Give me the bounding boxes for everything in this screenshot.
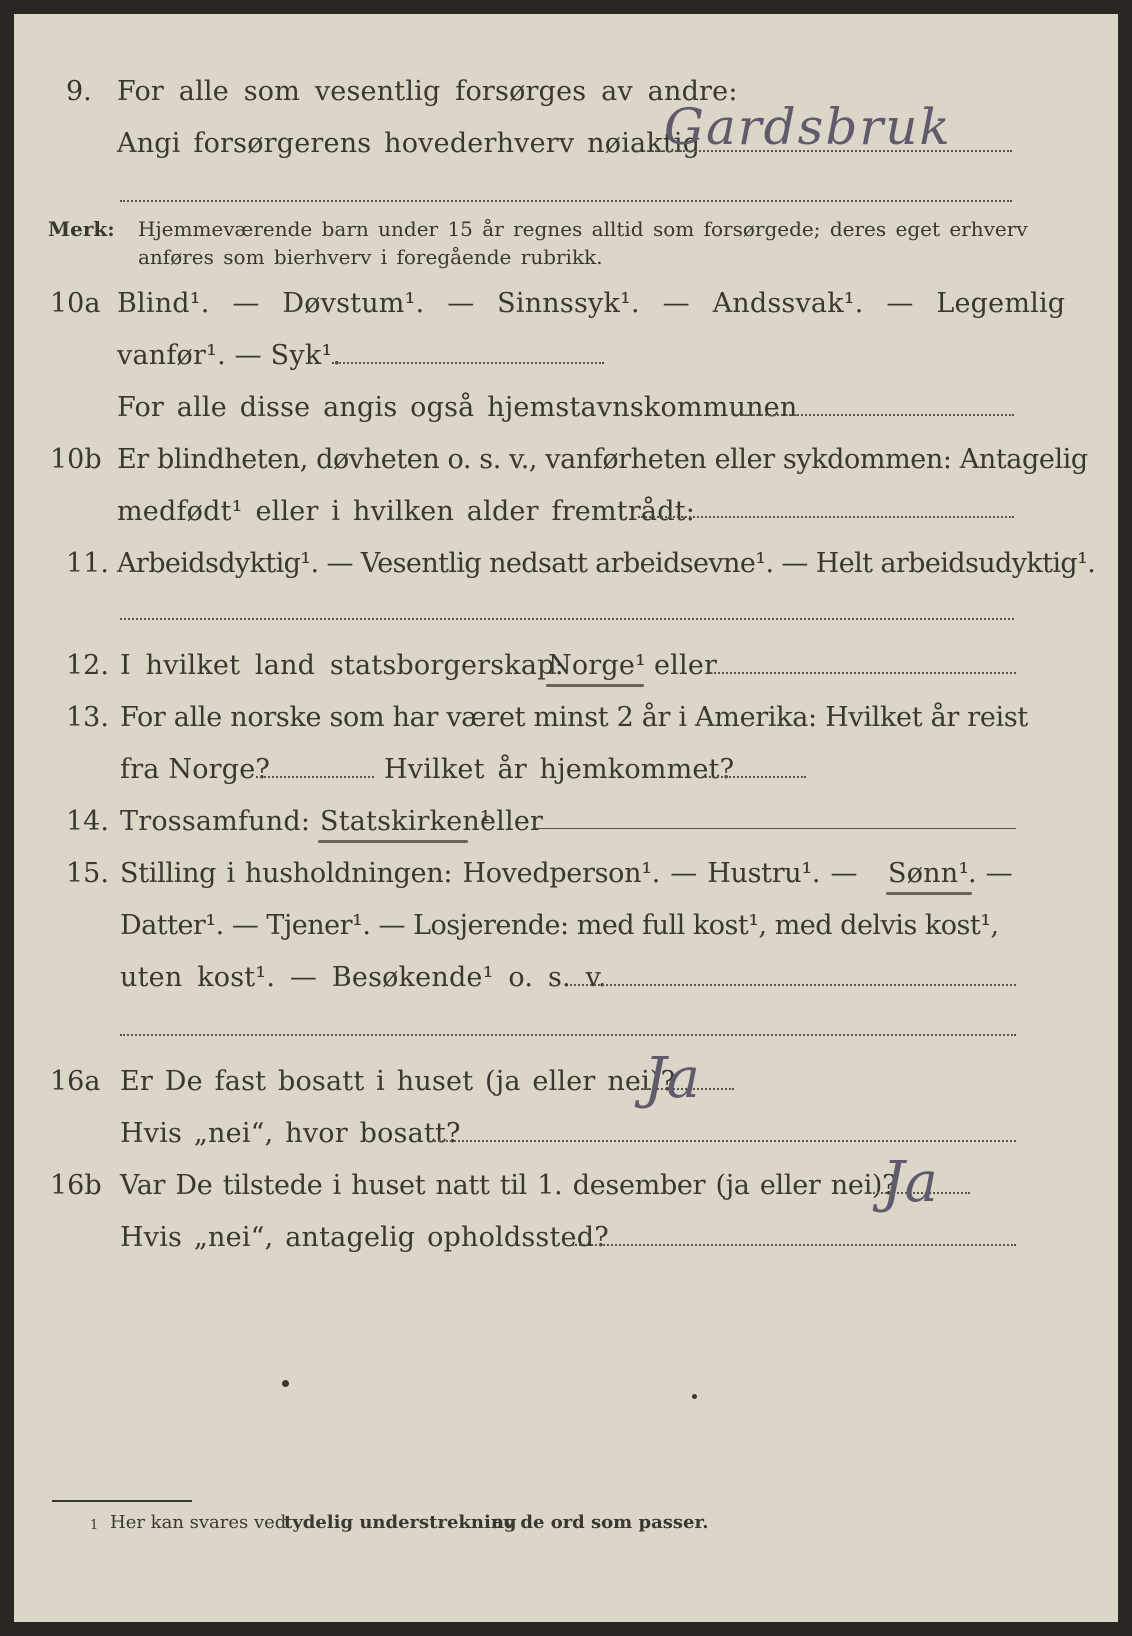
q9-number: 9. bbox=[66, 76, 92, 107]
q10a-line2: vanfør¹. — Syk¹. bbox=[117, 340, 342, 371]
footnote-bold: tydelig understrekning bbox=[284, 1512, 517, 1533]
q15-line3: uten kost¹. — Besøkende¹ o. s. v. bbox=[120, 962, 607, 993]
q13-line2b: Hvilket år hjemkommet? bbox=[384, 754, 735, 785]
q10b-number: 10b bbox=[50, 444, 102, 475]
q13-number: 13. bbox=[66, 702, 109, 733]
merk-line2: anføres som bierhverv i foregående rubrikk. bbox=[138, 245, 603, 269]
q13-line1: For alle norske som har været minst 2 år i Amerika: Hvilket år reist bbox=[120, 702, 1028, 733]
q11-number: 11. bbox=[66, 548, 109, 579]
paper-speck bbox=[282, 1380, 289, 1387]
q9-line2: Angi forsørgerens hovederhverv nøiaktig bbox=[117, 128, 701, 159]
q10a-number: 10a bbox=[50, 288, 101, 319]
q16b-handwritten-answer: Ja bbox=[882, 1150, 938, 1215]
q15-option-sonn: Sønn¹ bbox=[888, 858, 970, 889]
q14-suffix: eller bbox=[480, 806, 544, 837]
census-form-page bbox=[14, 14, 1118, 1622]
merk-line1: Hjemmeværende barn under 15 år regnes alltid som forsørgede; deres eget erhverv bbox=[138, 217, 1028, 241]
q10a-syk-line[interactable] bbox=[332, 362, 604, 364]
q12-option-norge: Norge¹ bbox=[548, 650, 647, 681]
q16a-number: 16a bbox=[50, 1066, 101, 1097]
q11-line1: Arbeidsdyktig¹. — Vesentlig nedsatt arbeidsevne¹. — Helt arbeidsudyktig¹. bbox=[117, 548, 1096, 579]
q13-line2a: fra Norge? bbox=[120, 754, 271, 785]
q9-line1: For alle som vesentlig forsørges av andre: bbox=[117, 76, 738, 107]
q16a-bosatt-line[interactable] bbox=[434, 1140, 1016, 1142]
q14-number: 14. bbox=[66, 806, 109, 837]
q12-prefix: I hvilket land statsborgerskap: bbox=[120, 650, 564, 681]
q10a-hjemstavn-line[interactable] bbox=[742, 414, 1014, 416]
paper-speck bbox=[692, 1394, 697, 1399]
q12-suffix: eller bbox=[654, 650, 718, 681]
q16b-line1: Var De tilstede i huset natt til 1. desember (ja eller nei)? bbox=[120, 1170, 897, 1201]
merk-label: Merk: bbox=[48, 217, 115, 241]
q14-trossamfund-line[interactable] bbox=[536, 828, 1016, 829]
q15-extra-line[interactable] bbox=[120, 1034, 1016, 1036]
q13-reist-line[interactable] bbox=[256, 776, 374, 778]
q16a-line1: Er De fast bosatt i huset (ja eller nei)? bbox=[120, 1066, 676, 1097]
q14-underline-statskirken bbox=[318, 840, 468, 843]
footnote-prefix: Her kan svares ved bbox=[110, 1512, 287, 1533]
footnote-rule bbox=[52, 1500, 192, 1502]
q15-line1c: . — bbox=[968, 858, 1013, 889]
q12-underline-norge bbox=[546, 684, 644, 687]
q10a-line3: For alle disse angis også hjemstavnskommunen bbox=[117, 392, 798, 423]
q10b-alder-line[interactable] bbox=[638, 516, 1014, 518]
q10b-line2: medfødt¹ eller i hvilken alder fremtrådt: bbox=[117, 496, 696, 527]
q10b-line1: Er blindheten, døvheten o. s. v., vanførheten eller sykdommen: Antagelig bbox=[117, 444, 1088, 475]
q15-stilling-line[interactable] bbox=[570, 984, 1016, 986]
footnote-suffix: av de ord som passer. bbox=[492, 1512, 709, 1533]
q12-country-line[interactable] bbox=[710, 672, 1016, 674]
q15-line1a: Stilling i husholdningen: Hovedperson¹. — Hustru¹. — bbox=[120, 858, 858, 889]
q10a-line1: Blind¹. — Døvstum¹. — Sinnssyk¹. — Andssvak¹. — Legemlig bbox=[117, 288, 1066, 319]
q14-prefix: Trossamfund: bbox=[120, 806, 311, 837]
footnote-mark: 1 bbox=[90, 1518, 99, 1533]
q16b-number: 16b bbox=[50, 1170, 102, 1201]
q15-number: 15. bbox=[66, 858, 109, 889]
q12-number: 12. bbox=[66, 650, 109, 681]
q9-handwritten-answer: Gardsbruk bbox=[664, 98, 952, 156]
q16a-handwritten-answer: Ja bbox=[644, 1046, 700, 1111]
q16b-opholdssted-line[interactable] bbox=[572, 1244, 1016, 1246]
q11-extra-line[interactable] bbox=[120, 618, 1014, 620]
q14-option-statskirken: Statskirken¹ bbox=[320, 806, 492, 837]
q9-extra-line[interactable] bbox=[120, 200, 1012, 202]
q16a-line2: Hvis „nei“, hvor bosatt? bbox=[120, 1118, 461, 1149]
q15-underline-sonn bbox=[886, 892, 972, 895]
q15-line2: Datter¹. — Tjener¹. — Losjerende: med full kost¹, med delvis kost¹, bbox=[120, 910, 999, 941]
q16b-line2: Hvis „nei“, antagelig opholdssted? bbox=[120, 1222, 609, 1253]
q13-hjemkommet-line[interactable] bbox=[702, 776, 806, 778]
